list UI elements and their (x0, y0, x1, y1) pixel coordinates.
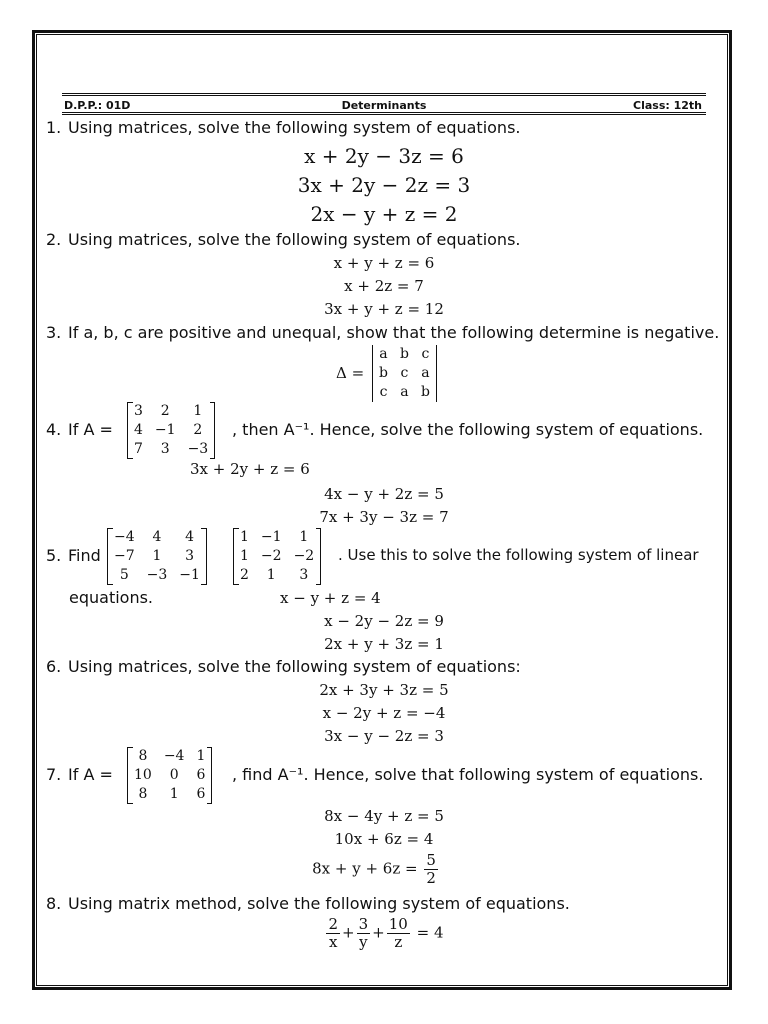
question-text: Using matrix method, solve the following system of equations. (68, 894, 570, 913)
matrix-a: 8 −4 1 10 0 6 8 1 6 (127, 747, 212, 804)
question-text: Using matrices, solve the following system of equations: (68, 657, 521, 676)
equation: x + 2y − 3z = 6 (304, 144, 464, 168)
equation-fractions: $\frac{2}{x}$ + $\frac{3}{y}$ + $\frac{10}{z}$ = 4 (328, 915, 444, 951)
question-text: Using matrices, solve the following system of equations. (68, 230, 521, 249)
equation: 3x − y − 2z = 3 (324, 727, 444, 745)
fraction: $\frac{3}{y}$ (358, 915, 369, 951)
question-5: 5. Find (46, 546, 101, 565)
question-text: Using matrices, solve the following system of equations. (68, 118, 521, 137)
equation: 3x + 2y + z = 6 (190, 460, 310, 478)
matrix-1: −4 4 4 −7 1 3 5 −3 −1 (107, 528, 207, 585)
equation: 8x − 4y + z = 5 (324, 807, 444, 825)
question-continuation: equations. (69, 588, 154, 607)
class-label: Class: 12th (633, 99, 702, 112)
question-6: 6. Using matrices, solve the following system of equations: (46, 657, 521, 676)
question-prefix: Find (68, 546, 101, 565)
equation: x − 2y − 2z = 9 (324, 612, 444, 630)
question-7: 7. If A = (46, 765, 113, 784)
topic-title: Determinants (341, 99, 427, 112)
equation: x − 2y + z = −4 (322, 704, 446, 722)
matrix-2: 1 −1 1 1 −2 −2 2 1 3 (233, 528, 321, 585)
equation: x − y + z = 4 (280, 589, 381, 607)
question-suffix: , then A⁻¹. Hence, solve the following system of equations. (232, 420, 704, 439)
fraction: $\frac{10}{z}$ (388, 915, 408, 951)
determinant: a b c b c a c a b (372, 345, 437, 402)
header-bar (62, 93, 706, 115)
equation: 4x − y + 2z = 5 (324, 485, 444, 503)
equation: x + 2z = 7 (344, 277, 424, 295)
equation: 10x + 6z = 4 (334, 830, 434, 848)
fraction: $\frac{5}{2}$ (426, 851, 436, 887)
equation: 2x − y + z = 2 (310, 202, 458, 226)
equation-with-fraction: 8x + y + 6z = $\frac{5}{2}$ (312, 851, 436, 887)
matrix-a: 3 2 1 4 −1 2 7 3 −3 (127, 402, 215, 459)
equation: 7x + 3y − 3z = 7 (319, 508, 449, 526)
question-prefix: If A = (68, 420, 113, 439)
question-text: If a, b, c are positive and unequal, show that the following determine is negative. (68, 323, 720, 342)
question-suffix: , find A⁻¹. Hence, solve that following system of equations. (232, 765, 704, 784)
question-3: 3. If a, b, c are positive and unequal, show that the following determine is negative. (46, 323, 720, 342)
question-8: 8. Using matrix method, solve the following system of equations. (46, 894, 570, 913)
equation: 2x + 3y + 3z = 5 (319, 681, 449, 699)
question-suffix: . Use this to solve the following system of linear (338, 546, 699, 564)
equation: x + y + z = 6 (333, 254, 435, 272)
equation: 3x + 2y − 2z = 3 (297, 173, 471, 197)
delta-label: Δ = (336, 364, 365, 382)
question-1: 1. Using matrices, solve the following system of equations. (46, 118, 521, 137)
question-prefix: If A = (68, 765, 113, 784)
dpp-code: D.P.P.: 01D (64, 99, 131, 112)
question-2: 2. Using matrices, solve the following system of equations. (46, 230, 521, 249)
equation: 2x + y + 3z = 1 (324, 635, 444, 653)
question-4: 4. If A = (46, 420, 113, 439)
equation: 3x + y + z = 12 (324, 300, 444, 318)
fraction: $\frac{2}{x}$ (328, 915, 339, 951)
